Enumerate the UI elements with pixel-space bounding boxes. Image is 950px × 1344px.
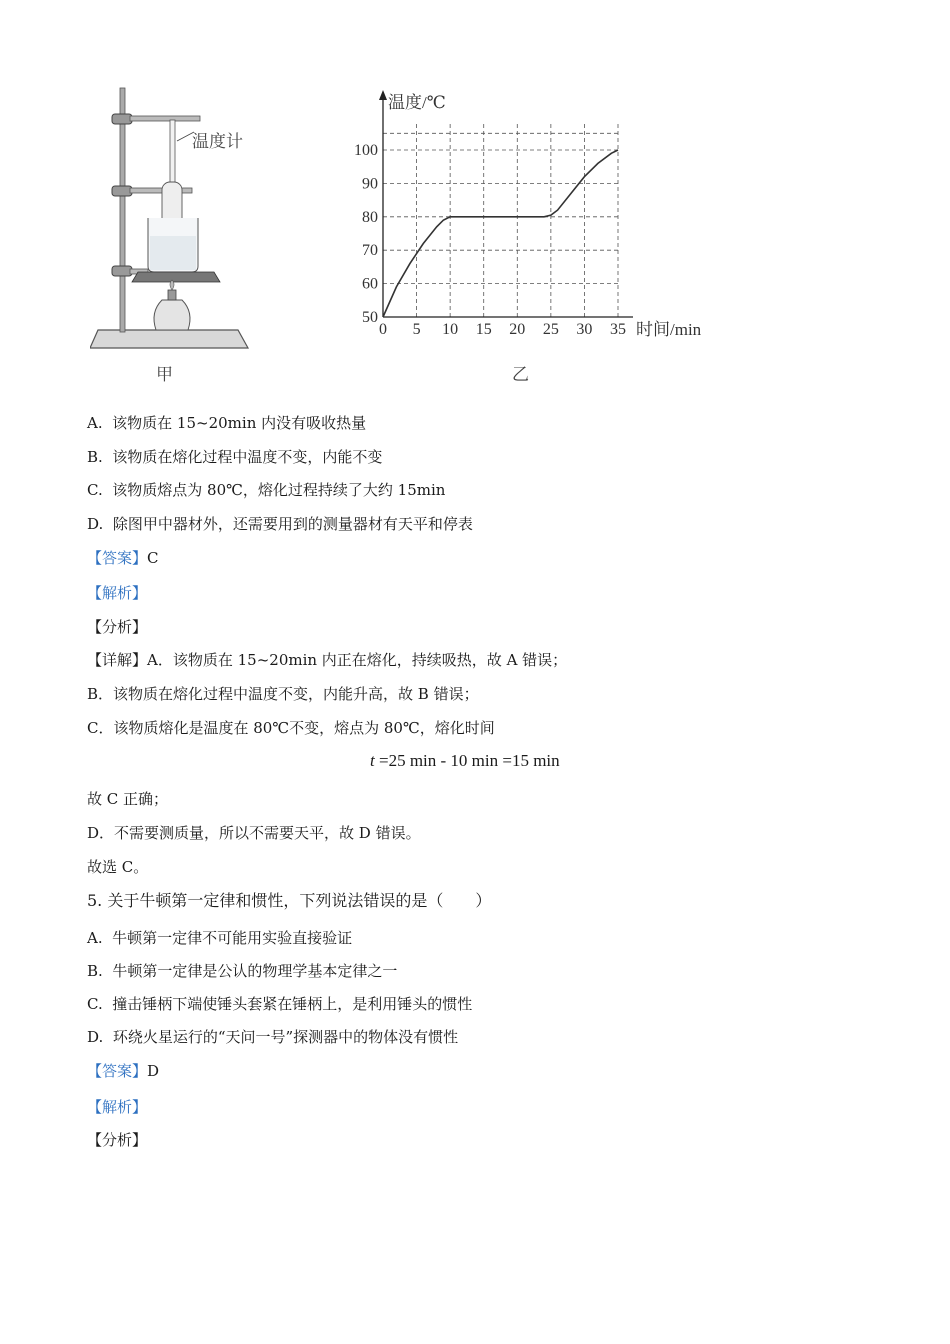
q4-option-a: A. 该物质在 15~20min 内没有吸收热量: [87, 414, 367, 432]
answer-tag: 【答案】: [87, 1062, 148, 1080]
y-tick-label: 100: [354, 142, 378, 159]
q4-detail-b: B．该物质在熔化过程中温度不变，内能升高，故 B 错误；: [87, 685, 479, 703]
y-tick-label: 90: [362, 175, 378, 193]
graph-ticks: [354, 142, 626, 338]
wire-gauze: [132, 272, 220, 282]
caption-left: 甲: [156, 365, 173, 385]
x-axis-label: 时间/min: [636, 320, 702, 339]
answer-tag: 【答案】: [87, 549, 148, 567]
q5-option-d: D. 环绕火星运行的“天问一号”探测器中的物体没有惯性: [87, 1028, 459, 1046]
temperature-time-graph: [338, 80, 738, 350]
stand-base: [90, 330, 248, 348]
q5-option-b: B. 牛顿第一定律是公认的物理学基本定律之一: [87, 962, 398, 980]
q4-answer: [87, 548, 159, 568]
q4-detail-d: D．不需要测质量，所以不需要天平，故 D 错误。: [87, 824, 421, 842]
q5-option-c: C. 撞击锤柄下端使锤头套紧在锤柄上，是利用锤头的惯性: [87, 995, 473, 1013]
q4-analysis-tag: 【解析】: [87, 584, 148, 602]
x-tick-label: 20: [509, 321, 526, 338]
q4-formula: t =25 min - 10 min =15 min: [370, 751, 560, 770]
x-tick-label: 5: [412, 321, 421, 338]
q5-option-a: A. 牛顿第一定律不可能用实验直接验证: [87, 929, 353, 947]
q4-option-b: B. 该物质在熔化过程中温度不变，内能不变: [87, 448, 383, 466]
answer-value: D: [147, 1062, 160, 1080]
thermometer-label: 温度计: [192, 132, 243, 152]
x-tick-label: 35: [610, 321, 626, 338]
alcohol-lamp: [154, 300, 190, 330]
stand-rod: [120, 88, 125, 332]
x-tick-label: 15: [475, 321, 492, 338]
q5-answer: [87, 1061, 159, 1081]
temperature-curve: [383, 150, 618, 317]
q4-detail-c: C．该物质熔化是温度在 80℃不变，熔点为 80℃，熔化时间: [87, 719, 495, 737]
q4-conclusion-c: 故 C 正确；: [87, 790, 169, 808]
q4-final: 故选 C。: [87, 858, 149, 876]
y-tick-label: 80: [362, 208, 378, 226]
x-tick-label: 10: [442, 321, 459, 338]
x-tick-label: 0: [379, 321, 387, 338]
y-tick-label: 60: [362, 275, 378, 293]
q4-fenxi: 【分析】: [87, 618, 148, 636]
q4-detail-a: 【详解】A．该物质在 15~20min 内正在熔化，持续吸热，故 A 错误；: [87, 651, 568, 669]
y-axis-arrow: [379, 90, 387, 100]
figure-area: [80, 80, 740, 390]
x-tick-label: 30: [576, 321, 593, 338]
y-axis-label: 温度/℃: [388, 93, 446, 112]
x-tick-label: 25: [542, 321, 559, 338]
q4-option-c: C. 该物质熔点为 80℃，熔化过程持续了大约 15min: [87, 481, 446, 499]
graph-axes: [379, 90, 633, 317]
y-tick-label: 70: [362, 242, 378, 260]
q5-stem: 5. 关于牛顿第一定律和惯性，下列说法错误的是（ ）: [87, 891, 492, 910]
q5-fenxi: 【分析】: [87, 1131, 148, 1149]
y-tick-label: 50: [362, 309, 378, 326]
q4-option-d: D. 除图甲中器材外，还需要用到的测量器材有天平和停表: [87, 515, 473, 533]
answer-value: C: [147, 549, 159, 567]
q5-analysis-tag: 【解析】: [87, 1098, 148, 1116]
caption-right: 乙: [512, 365, 529, 385]
graph-grid: [383, 124, 618, 317]
